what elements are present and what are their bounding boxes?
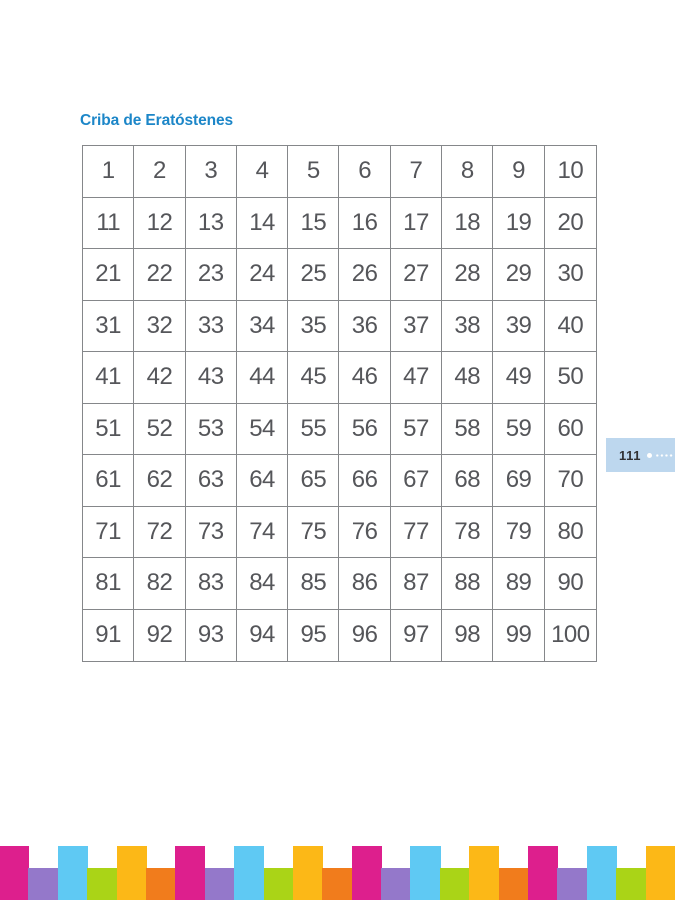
grid-cell: 57	[391, 404, 442, 456]
grid-cell: 37	[391, 301, 442, 353]
grid-cell: 91	[83, 610, 134, 662]
grid-cell: 99	[493, 610, 544, 662]
grid-cell: 94	[237, 610, 288, 662]
grid-cell: 14	[237, 198, 288, 250]
grid-cell: 71	[83, 507, 134, 559]
grid-cell: 47	[391, 352, 442, 404]
footer-bar	[440, 868, 470, 900]
page-number: 111	[619, 447, 642, 463]
grid-cell: 77	[391, 507, 442, 559]
grid-cell: 97	[391, 610, 442, 662]
grid-cell: 79	[493, 507, 544, 559]
grid-cell: 25	[288, 249, 339, 301]
grid-cell: 17	[391, 198, 442, 250]
footer-bar	[264, 868, 294, 900]
grid-cell: 3	[186, 146, 237, 198]
grid-cell: 8	[442, 146, 493, 198]
grid-cell: 75	[288, 507, 339, 559]
grid-cell: 38	[442, 301, 493, 353]
grid-cell: 52	[134, 404, 185, 456]
grid-cell: 98	[442, 610, 493, 662]
footer-bar	[410, 846, 440, 900]
footer-bar	[322, 868, 352, 900]
footer-bar	[0, 846, 29, 900]
footer-bar	[557, 868, 587, 900]
badge-dotted-line	[655, 454, 673, 457]
grid-cell: 85	[288, 558, 339, 610]
grid-cell: 88	[442, 558, 493, 610]
grid-cell: 29	[493, 249, 544, 301]
grid-cell: 89	[493, 558, 544, 610]
grid-cell: 41	[83, 352, 134, 404]
grid-cell: 18	[442, 198, 493, 250]
grid-cell: 15	[288, 198, 339, 250]
grid-cell: 93	[186, 610, 237, 662]
grid-cell: 20	[545, 198, 596, 250]
footer-bar	[587, 846, 617, 900]
grid-cell: 5	[288, 146, 339, 198]
grid-cell: 96	[339, 610, 390, 662]
grid-cell: 70	[545, 455, 596, 507]
grid-cell: 81	[83, 558, 134, 610]
footer-bar	[146, 868, 176, 900]
grid-cell: 24	[237, 249, 288, 301]
grid-cell: 1	[83, 146, 134, 198]
grid-cell: 43	[186, 352, 237, 404]
footer-bar	[205, 868, 235, 900]
grid-cell: 53	[186, 404, 237, 456]
grid-cell: 40	[545, 301, 596, 353]
footer-bar	[58, 846, 88, 900]
grid-cell: 7	[391, 146, 442, 198]
grid-cell: 42	[134, 352, 185, 404]
grid-cell: 23	[186, 249, 237, 301]
grid-cell: 95	[288, 610, 339, 662]
footer-bar	[293, 846, 323, 900]
grid-cell: 67	[391, 455, 442, 507]
grid-cell: 69	[493, 455, 544, 507]
footer-bar	[646, 846, 675, 900]
grid-cell: 16	[339, 198, 390, 250]
grid-cell: 27	[391, 249, 442, 301]
grid-cell: 73	[186, 507, 237, 559]
grid-cell: 46	[339, 352, 390, 404]
grid-cell: 49	[493, 352, 544, 404]
grid-cell: 48	[442, 352, 493, 404]
grid-cell: 2	[134, 146, 185, 198]
grid-cell: 45	[288, 352, 339, 404]
grid-cell: 9	[493, 146, 544, 198]
grid-cell: 63	[186, 455, 237, 507]
grid-cell: 86	[339, 558, 390, 610]
footer-bar	[234, 846, 264, 900]
grid-cell: 4	[237, 146, 288, 198]
grid-cell: 32	[134, 301, 185, 353]
footer-bar	[528, 846, 558, 900]
grid-cell: 65	[288, 455, 339, 507]
grid-cell: 76	[339, 507, 390, 559]
grid-cell: 72	[134, 507, 185, 559]
grid-cell: 68	[442, 455, 493, 507]
footer-bar	[381, 868, 411, 900]
footer-bar	[87, 868, 117, 900]
grid-cell: 50	[545, 352, 596, 404]
grid-cell: 39	[493, 301, 544, 353]
grid-cell: 56	[339, 404, 390, 456]
footer-bar	[616, 868, 646, 900]
footer-bar	[28, 868, 58, 900]
grid-cell: 74	[237, 507, 288, 559]
sieve-grid	[82, 145, 597, 662]
grid-cell: 83	[186, 558, 237, 610]
grid-cell: 34	[237, 301, 288, 353]
footer-bar	[469, 846, 499, 900]
grid-cell: 28	[442, 249, 493, 301]
grid-cell: 92	[134, 610, 185, 662]
grid-cell: 6	[339, 146, 390, 198]
grid-cell: 62	[134, 455, 185, 507]
grid-cell: 55	[288, 404, 339, 456]
grid-cell: 30	[545, 249, 596, 301]
grid-cell: 90	[545, 558, 596, 610]
grid-cell: 22	[134, 249, 185, 301]
grid-cell: 100	[551, 621, 590, 649]
grid-cell: 80	[545, 507, 596, 559]
grid-cell: 13	[186, 198, 237, 250]
grid-cell: 66	[339, 455, 390, 507]
grid-cell: 19	[493, 198, 544, 250]
grid-cell: 44	[237, 352, 288, 404]
grid-cell: 33	[186, 301, 237, 353]
grid-cell: 60	[545, 404, 596, 456]
footer-decoration	[0, 846, 675, 900]
grid-cell: 58	[442, 404, 493, 456]
grid-cell: 35	[288, 301, 339, 353]
grid-cell: 12	[134, 198, 185, 250]
grid-cell: 10	[545, 146, 596, 198]
grid-cell: 31	[83, 301, 134, 353]
grid-cell: 64	[237, 455, 288, 507]
grid-cell: 59	[493, 404, 544, 456]
grid-cell: 11	[83, 198, 134, 250]
footer-bar	[117, 846, 147, 900]
grid-cell: 26	[339, 249, 390, 301]
footer-bar	[499, 868, 529, 900]
grid-cell: 87	[391, 558, 442, 610]
grid-cell: 82	[134, 558, 185, 610]
grid-cell: 51	[83, 404, 134, 456]
grid-cell: 21	[83, 249, 134, 301]
grid-cell: 54	[237, 404, 288, 456]
grid-cell: 84	[237, 558, 288, 610]
grid-cell: 78	[442, 507, 493, 559]
footer-bar	[352, 846, 382, 900]
grid-cell: 36	[339, 301, 390, 353]
grid-cell: 61	[83, 455, 134, 507]
badge-dot-icon	[647, 453, 652, 458]
page-number-badge	[606, 438, 675, 472]
footer-bar	[175, 846, 205, 900]
page-title: Criba de Eratóstenes	[80, 112, 234, 129]
